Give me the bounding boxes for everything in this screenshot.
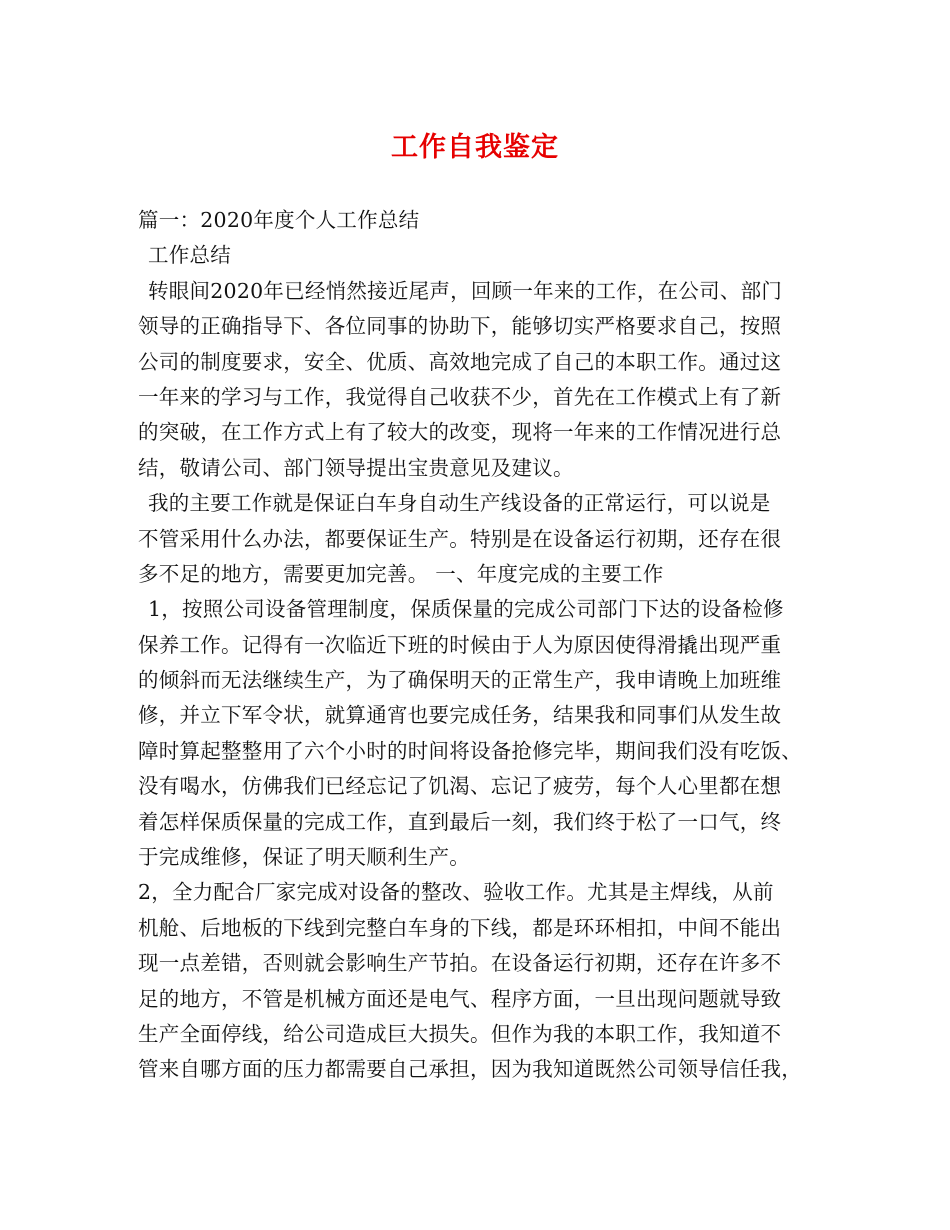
body-line: 没有喝水，仿佛我们已经忘记了饥渴、忘记了疲劳，每个人心里都在想 <box>138 774 782 799</box>
body-line: 不管采用什么办法，都要保证生产。特别是在设备运行初期，还存在很 <box>138 526 782 551</box>
body-line: 管来自哪方面的压力都需要自己承担，因为我知道既然公司领导信任我， <box>138 1057 802 1082</box>
document-body <box>138 203 828 1088</box>
body-line: 结，敬请公司、部门领导提出宝贵意见及建议。 <box>138 455 574 480</box>
body-line: 一年来的学习与工作，我觉得自己收获不少，首先在工作模式上有了新 <box>138 384 782 409</box>
body-line: 障时算起整整用了六个小时的时间将设备抢修完毕，期间我们没有吃饭、 <box>138 738 802 763</box>
body-line: 修，并立下军令状，就算通宵也要完成任务，结果我和同事们从发生故 <box>138 703 782 728</box>
body-line: 公司的制度要求，安全、优质、高效地完成了自己的本职工作。通过这 <box>138 349 782 374</box>
body-line: 着怎样保质保量的完成工作，直到最后一刻，我们终于松了一口气，终 <box>138 809 782 834</box>
body-line: 1，按照公司设备管理制度，保质保量的完成公司部门下达的设备检修 <box>148 597 784 622</box>
body-line: 篇一：2020年度个人工作总结 <box>138 208 420 232</box>
body-line: 现一点差错，否则就会影响生产节拍。在设备运行初期，还存在许多不 <box>138 951 782 976</box>
body-line: 机舱、后地板的下线到完整白车身的下线，都是环环相扣，中间不能出 <box>138 915 782 940</box>
body-line: 保养工作。记得有一次临近下班的时候由于人为原因使得滑撬出现严重 <box>138 632 782 657</box>
body-line: 足的地方，不管是机械方面还是电气、程序方面，一旦出现问题就导致 <box>138 986 782 1011</box>
body-line: 转眼间2020年已经悄然接近尾声，回顾一年来的工作，在公司、部门 <box>148 278 783 303</box>
body-line: 工作总结 <box>148 243 231 268</box>
body-line: 的倾斜而无法继续生产，为了确保明天的正常生产，我申请晚上加班维 <box>138 668 782 693</box>
body-line: 我的主要工作就是保证白车身自动生产线设备的正常运行，可以说是 <box>148 491 771 516</box>
document-title: 工作自我鉴定 <box>391 132 559 163</box>
body-line: 2，全力配合厂家完成对设备的整改、验收工作。尤其是主焊线，从前 <box>138 880 774 905</box>
body-line: 生产全面停线，给公司造成巨大损失。但作为我的本职工作，我知道不 <box>138 1021 782 1046</box>
body-line: 领导的正确指导下、各位同事的协助下，能够切实严格要求自己，按照 <box>138 314 782 339</box>
body-line: 的突破，在工作方式上有了较大的改变，现将一年来的工作情况进行总 <box>138 420 782 445</box>
body-line: 多不足的地方，需要更加完善。 一、年度完成的主要工作 <box>138 561 664 586</box>
body-line: 于完成维修，保证了明天顺利生产。 <box>138 845 470 870</box>
